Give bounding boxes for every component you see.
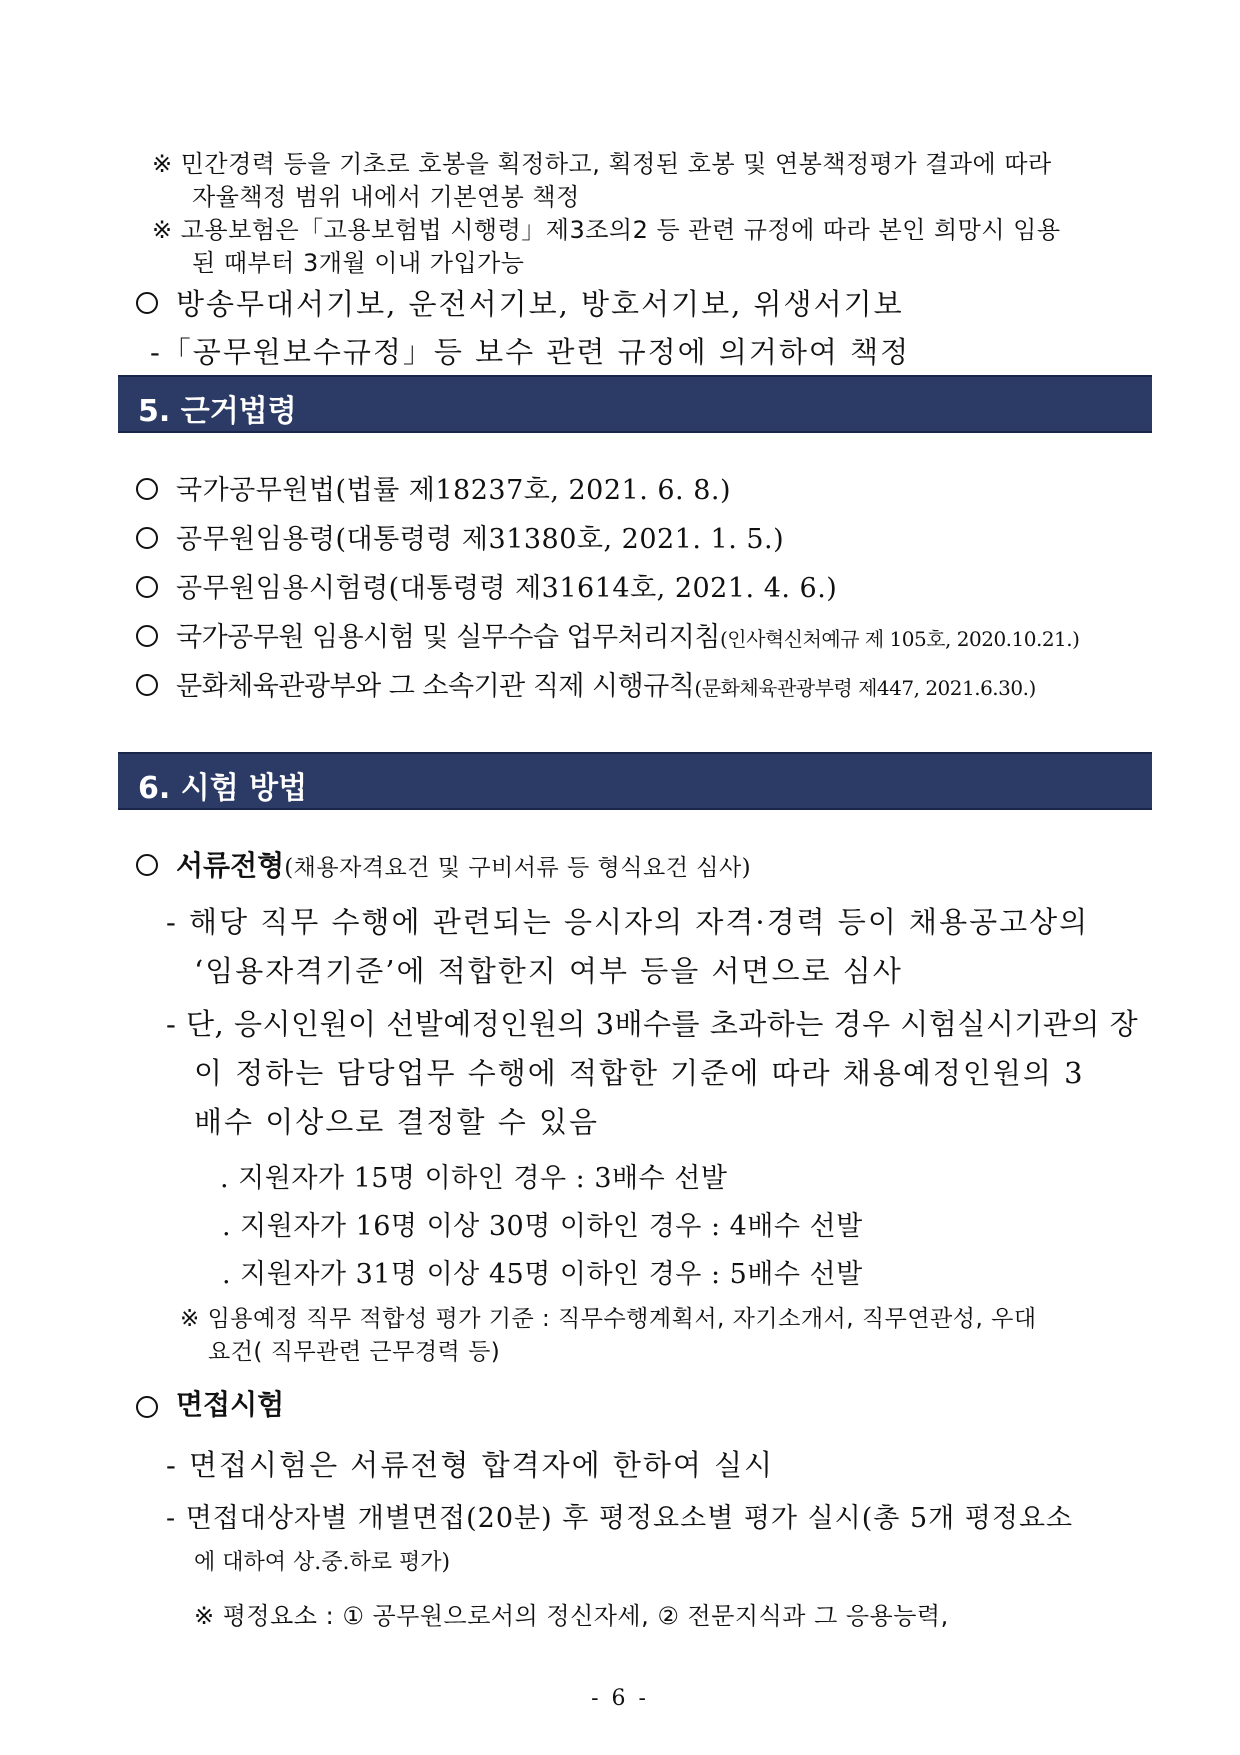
note-line: 요건( 직무관련 근무경력 등) <box>208 1339 501 1365</box>
list-item: 서류전형(채용자격요건 및 구비서류 등 형식요건 심사) <box>136 844 751 884</box>
section-title: 6. 시험 방법 <box>138 771 308 806</box>
list-subitem: -「공무원보수규정」등 보수 관련 규정에 의거하여 책정 <box>150 335 911 369</box>
section-header <box>118 375 1152 433</box>
circle-bullet-icon <box>136 576 158 598</box>
list-subitem: . 지원자가 16명 이상 30명 이하인 경우 : 4배수 선발 <box>222 1211 863 1242</box>
list-subitem: . 지원자가 31명 이상 45명 이하인 경우 : 5배수 선발 <box>222 1259 863 1290</box>
list-subitem: . 지원자가 15명 이하인 경우 : 3배수 선발 <box>220 1163 728 1194</box>
paragraph-line: - 해당 직무 수행에 관련되는 응시자의 자격·경력 등이 채용공고상의 <box>166 905 1090 939</box>
paragraph-line: - 면접시험은 서류전형 합격자에 한하여 실시 <box>166 1448 775 1482</box>
note-line: 된 때부터 3개월 이내 가입가능 <box>192 249 525 277</box>
circle-bullet-icon <box>136 854 158 876</box>
list-item: 국가공무원 임용시험 및 실무수습 업무처리지침(인사혁신처예규 제 105호, 2020.10.21.) <box>136 615 1079 654</box>
circle-bullet-icon <box>136 674 158 696</box>
paragraph-line: - 면접대상자별 개별면접(20분) 후 평정요소별 평가 실시(총 5개 평정요소 <box>166 1503 1074 1534</box>
list-item: 공무원임용령(대통령령 제31380호, 2021. 1. 5.) <box>136 517 784 556</box>
section-header <box>118 752 1152 810</box>
paragraph-line: 이 정하는 담당업무 수행에 적합한 기준에 따라 채용예정인원의 3 <box>194 1056 1085 1090</box>
paragraph-line: ‘임용자격기준’에 적합한지 여부 등을 서면으로 심사 <box>194 954 903 988</box>
section-title: 5. 근거법령 <box>138 394 297 429</box>
note-line: ※ 임용예정 직무 적합성 평가 기준 : 직무수행계획서, 자기소개서, 직무연관성, 우대 <box>180 1306 1037 1332</box>
circle-bullet-icon <box>136 292 158 314</box>
page-number: - 6 - <box>591 1686 649 1711</box>
list-item: 방송무대서기보, 운전서기보, 방호서기보, 위생서기보 <box>136 282 904 323</box>
list-item: 국가공무원법(법률 제18237호, 2021. 6. 8.) <box>136 468 731 507</box>
note-line: ※ 민간경력 등을 기초로 호봉을 획정하고, 획정된 호봉 및 연봉책정평가 결과에 따라 <box>152 150 1052 178</box>
circle-bullet-icon <box>136 527 158 549</box>
list-item: 면접시험 <box>136 1383 284 1423</box>
circle-bullet-icon <box>136 625 158 647</box>
paragraph-line: - 단, 응시인원이 선발예정인원의 3배수를 초과하는 경우 시험실시기관의 장 <box>166 1007 1139 1041</box>
note-line: ※ 평정요소 : ① 공무원으로서의 정신자세, ② 전문지식과 그 응용능력, <box>194 1602 949 1630</box>
circle-bullet-icon <box>136 478 158 500</box>
note-line: ※ 고용보험은「고용보험법 시행령」제3조의2 등 관련 규정에 따라 본인 희망시 임용 <box>152 216 1061 244</box>
circle-bullet-icon <box>136 1396 158 1418</box>
list-item: 공무원임용시험령(대통령령 제31614호, 2021. 4. 6.) <box>136 566 837 605</box>
list-item: 문화체육관광부와 그 소속기관 직제 시행규칙(문화체육관광부령 제447, 2021.6.30.) <box>136 664 1036 703</box>
paragraph-line: 배수 이상으로 결정할 수 있음 <box>194 1105 600 1139</box>
paragraph-line: 에 대하여 상.중.하로 평가) <box>194 1550 451 1575</box>
note-line: 자율책정 범위 내에서 기본연봉 책정 <box>192 183 580 211</box>
